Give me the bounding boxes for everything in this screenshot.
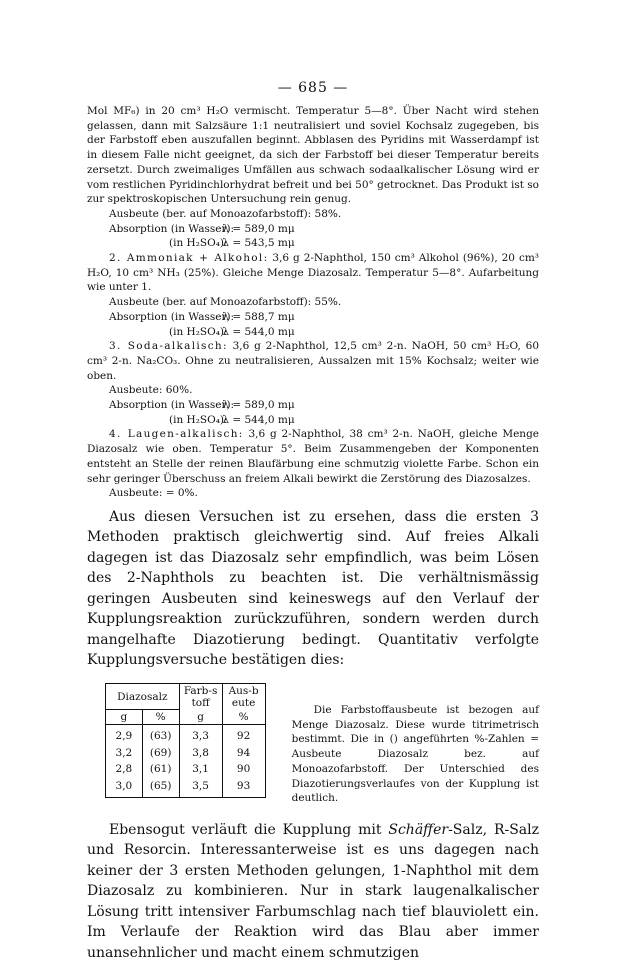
- method2-text: 3,6 g 2-Naphthol, 150 cm³ Alkohol (96%), 20 cm³ H₂O, 10 cm³ NH₃ (25%). Gleiche Menge Diazosalz. Temperatur 5—8°. Aufarbeitung wie unter 1.: [87, 252, 539, 294]
- method1-continuation: Mol MF₆) in 20 cm³ H₂O vermischt. Temperatur 5—8°. Über Nacht wird stehen gelassen, dann mit Salzsäure 1:1 neutralisiert und soviel Kochsalz zugegeben, bis der Farbstoff eben auszufallen beginnt. Abblasen des Pyridins mit Wasserdampf ist in diesem Falle nicht geeignet, da sich der Farbstoff bei dieser Temperatur bereits zersetzt. Durch zweimaliges Umfällen aus schwach sodaalkalischer Lösung wird er vom restlichen Pyridinchlorhydrat befreit und bei 50° getrocknet. Das Produkt ist so zur spektroskopischen Untersuchung rein genug.: [87, 105, 539, 206]
- table-cell: 3,1: [179, 761, 222, 778]
- table-cell: 92: [222, 725, 265, 745]
- page: [87, 80, 539, 963]
- paragraph-text: Aus diesen Versuchen ist zu ersehen, dass die ersten 3 Methoden praktisch gleichwertig sind. Auf freies Alkali dagegen ist das Diazosalz sehr empfindlich, was beim Lösen des 2-Naphthols zu beachten ist. Die verhältnismässig geringen Ausbeuten sind keineswegs auf den Verlauf der Kupplungsreaktion zurückzuführen, sondern werden durch mangelhafte Diazotierung bedingt. Quantitativ verfolgte Kupplungsversuche bestätigen dies:: [87, 508, 539, 669]
- table-row: [106, 745, 266, 762]
- table-cell: (63): [142, 725, 179, 745]
- table-cell: 90: [222, 761, 265, 778]
- abs-label: (in H₂SO₄):: [169, 413, 228, 426]
- abs-value: λ = 589,0 mμ: [222, 399, 295, 412]
- paragraph-text: [87, 820, 539, 963]
- header-ausbeute: [222, 683, 265, 710]
- method3-title: 3. Soda-alkalisch:: [109, 340, 228, 353]
- table-cell: (61): [142, 761, 179, 778]
- table-cell: 3,3: [179, 725, 222, 745]
- coupling-table: [105, 683, 266, 799]
- unit-g: g: [106, 710, 143, 725]
- header-ausbeute-text: Aus-beute: [228, 684, 259, 709]
- paragraph-post: -Salz, R-Salz und Resorcin. Interessanterweise ist es uns dagegen nach keiner der 3 ersten Methoden gelungen, 1-Naphthol mit dem Diazosalz zu kombinieren. Nur in stark laugenalkalischer Lösung tritt intensiver Farbumschlag nach tief blauviolett ein. Im Verlaufe der Reaktion wird das Blau aber immer unansehnlicher und macht einem schmutzigen: [87, 821, 540, 961]
- table-cell: 3,2: [115, 746, 133, 759]
- abs-label: Absorption (in Wasser):: [109, 399, 235, 412]
- method4-yield: Ausbeute: = 0%.: [109, 487, 198, 500]
- header-farbstoff-text: Farb-stoff: [183, 684, 218, 709]
- table-note: Die Farbstoffausbeute ist bezogen auf Menge Diazosalz. Diese wurde titrimetrisch bestimmt. Die in () angeführten %-Zahlen = Ausbeute Diazosalz bez. auf Monoazofarbstoff. Der Unterschied des Diazotierungsverlaufes von der Kupplung ist deutlich.: [291, 703, 539, 805]
- paragraph-name-italic: Schäffer: [388, 821, 449, 838]
- table-cell: 2,8: [115, 763, 133, 776]
- method2-yield: Ausbeute (ber. auf Monoazofarbstoff): 55%.: [109, 296, 342, 309]
- table-section: [87, 683, 539, 806]
- header-farbstoff: [179, 683, 222, 710]
- unit-pct: %: [142, 710, 179, 725]
- method-section: [87, 104, 539, 501]
- unit-pct2: %: [222, 710, 265, 725]
- table-cell: 3,8: [179, 745, 222, 762]
- method2-abs-water: [87, 310, 539, 325]
- method4-paragraph: [87, 427, 539, 486]
- method1-yield: Ausbeute (ber. auf Monoazofarbstoff): 58%.: [109, 207, 342, 220]
- abs-label: Absorption (in Wasser):: [109, 310, 235, 323]
- body-paragraph-2: [87, 820, 539, 963]
- table-row: [106, 761, 266, 778]
- abs-value: λ = 544,0 mμ: [222, 325, 295, 338]
- method3-abs-water: [87, 398, 539, 413]
- method3-paragraph: [87, 339, 539, 383]
- abs-value: λ = 589,0 mμ: [222, 222, 295, 235]
- method2-title: 2. Ammoniak + Alkohol:: [109, 252, 269, 265]
- method4-title: 4. Laugen-alkalisch:: [109, 428, 244, 441]
- method4-text: 3,6 g 2-Naphthol, 38 cm³ 2-n. NaOH, gleiche Menge Diazosalz wie oben. Temperatur 5°. Beim Zusammengeben der Komponenten entsteht an Stelle der reinen Blaufärbung eine schmutzig violette Farbe. Schon ein sehr geringer Überschuss an freiem Alkali bewirkt die Zerstörung des Diazosalzes.: [87, 428, 539, 485]
- table-cell: 3,5: [179, 778, 222, 798]
- page-number: — 685 —: [277, 80, 349, 96]
- table-cell: 2,9: [115, 730, 133, 743]
- method3-abs-acid: [87, 413, 539, 428]
- abs-label: (in H₂SO₄):: [169, 237, 228, 250]
- abs-label: Absorption (in Wasser):: [109, 222, 235, 235]
- method3-text: 3,6 g 2-Naphthol, 12,5 cm³ 2-n. NaOH, 50 cm³ H₂O, 60 cm³ 2-n. Na₂CO₃. Ohne zu neutralisieren, Aussalzen mit 15% Kochsalz; weiter wie oben.: [87, 340, 539, 382]
- table-row: [106, 725, 266, 745]
- table-cell: (69): [142, 745, 179, 762]
- method3-yield: Ausbeute: 60%.: [109, 384, 193, 397]
- method1-abs-water: [87, 222, 539, 237]
- table-row: [106, 778, 266, 798]
- table-cell: 94: [222, 745, 265, 762]
- abs-value: λ = 544,0 mμ: [222, 413, 295, 426]
- table-cell: 3,0: [115, 779, 133, 792]
- body-paragraph-1: [87, 507, 539, 671]
- unit-g2: g: [179, 710, 222, 725]
- method2-paragraph: [87, 251, 539, 295]
- method2-abs-acid: [87, 325, 539, 340]
- paragraph-pre: Ebensogut verläuft die Kupplung mit: [109, 821, 389, 838]
- abs-value: λ = 588,7 mμ: [222, 310, 295, 323]
- abs-value: λ = 543,5 mμ: [222, 237, 295, 250]
- abs-label: (in H₂SO₄):: [169, 325, 228, 338]
- method1-abs-acid: [87, 236, 539, 251]
- header-diazosalz: Diazosalz: [106, 683, 180, 710]
- table-cell: 93: [222, 778, 265, 798]
- table-cell: (65): [142, 778, 179, 798]
